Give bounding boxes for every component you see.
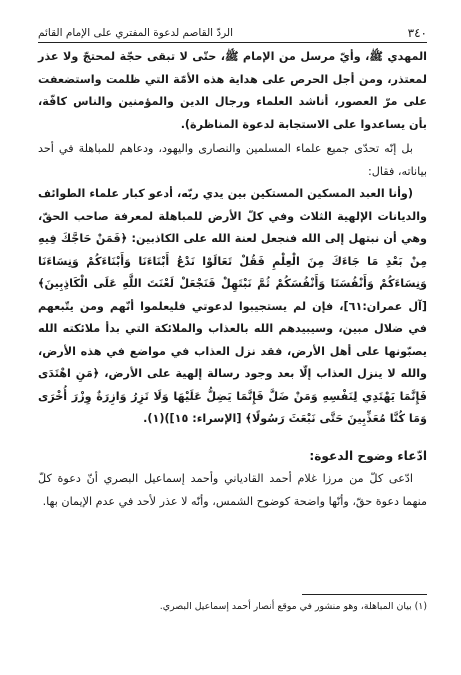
footnote: (١) بيان المباهلة، وهو منشور في موقع أنصار أحمد إسماعيل البصري.: [159, 601, 427, 612]
footnote-rule: [302, 594, 427, 595]
section-heading: ادّعاء وضوح الدعوة:: [309, 448, 427, 463]
running-title: الردّ القاصم لدعوة المفتري على الإمام القائم: [38, 27, 233, 39]
page-header: [38, 22, 427, 40]
paragraph-mubahala-quote: (وأنا العبد المسكين المستكين بين يدي ربّه، أدعو كبار علماء الطوائف والديانات الإلهية الثلاث وفي كلّ الأرض للمباهلة لمعرفة صاحب الحقّ، وهي أن نبتهل إلى الله فنجعل لعنة الله على الكاذبين: ﴿فَمَنْ حَاجَّكَ فِيهِ مِنْ بَعْدِ مَا جَاءَكَ مِنَ الْعِلْمِ فَقُلْ تَعَالَوْا نَدْعُ أَبْنَاءَنَا وَأَبْنَاءَكُمْ وَنِسَاءَنَا وَنِسَاءَكُمْ وَأَنْفُسَنَا وَأَنْفُسَكُمْ ثُمَّ نَبْتَهِلْ فَنَجْعَلْ لَعْنَتَ اللَّهِ عَلَى الْكَاذِبِينَ﴾ [آل عمران:٦١]، فإن لم يستجيبوا لدعوتي فليعلموا أنّهم ومن يتّبعهم في ضلال مبين، وسيبيدهم الله بالعذاب والملائكة التي بدأ ملائكته الله يصبّونها على أهل الأرض، فقد نزل العذاب في مواضع في هذه الأرض، والله لا ينزل العذاب إلّا بعد وجود رسالة إلهية على الأرض، ﴿مَنِ اهْتَدَى فَإِنَّمَا يَهْتَدِي لِنَفْسِهِ وَمَنْ ضَلَّ فَإِنَّمَا يَضِلُّ عَلَيْهَا وَلَا تَزِرُ وَازِرَةٌ وِزْرَ أُخْرَى وَمَا كُنَّا مُعَذِّبِينَ حَتَّى نَبْعَثَ رَسُولًا﴾ [الإسراء: ١٥])(١).: [38, 187, 427, 425]
paragraph-mubahala-intro: بل إنّه تحدّى جميع علماء المسلمين والنصارى واليهود، ودعاهم للمباهلة في أحد بياناته، فقال:: [38, 142, 427, 178]
page-number: ٣٤٠: [407, 26, 427, 40]
section-paragraph: ادّعى كلّ من مرزا غلام أحمد القادياني وأحمد إسماعيل البصري أنّ دعوة كلّ منهما دعوة حقّ، وأنّها واضحة كوضوح الشمس، وأنّه لا عذر لأحد في عدم الإيمان بها.: [38, 472, 427, 508]
header-rule: [38, 42, 427, 43]
main-content: [38, 46, 427, 513]
paragraph-opening: المهدي ﷺ، وأيّ مرسل من الإمام ﷺ، حتّى لا تبقى حجّة لمحتجّ ولا عذر لمعتذر، ومن أجل الحرص على هداية هذه الأمّة التي ظلمت واستضعفت على مرّ العصور، أناشد العلماء ورجال الدين والمؤمنين والناس كافّة، بأن يساعدوا على الاستجابة لدعوة المناظرة).: [38, 50, 427, 131]
